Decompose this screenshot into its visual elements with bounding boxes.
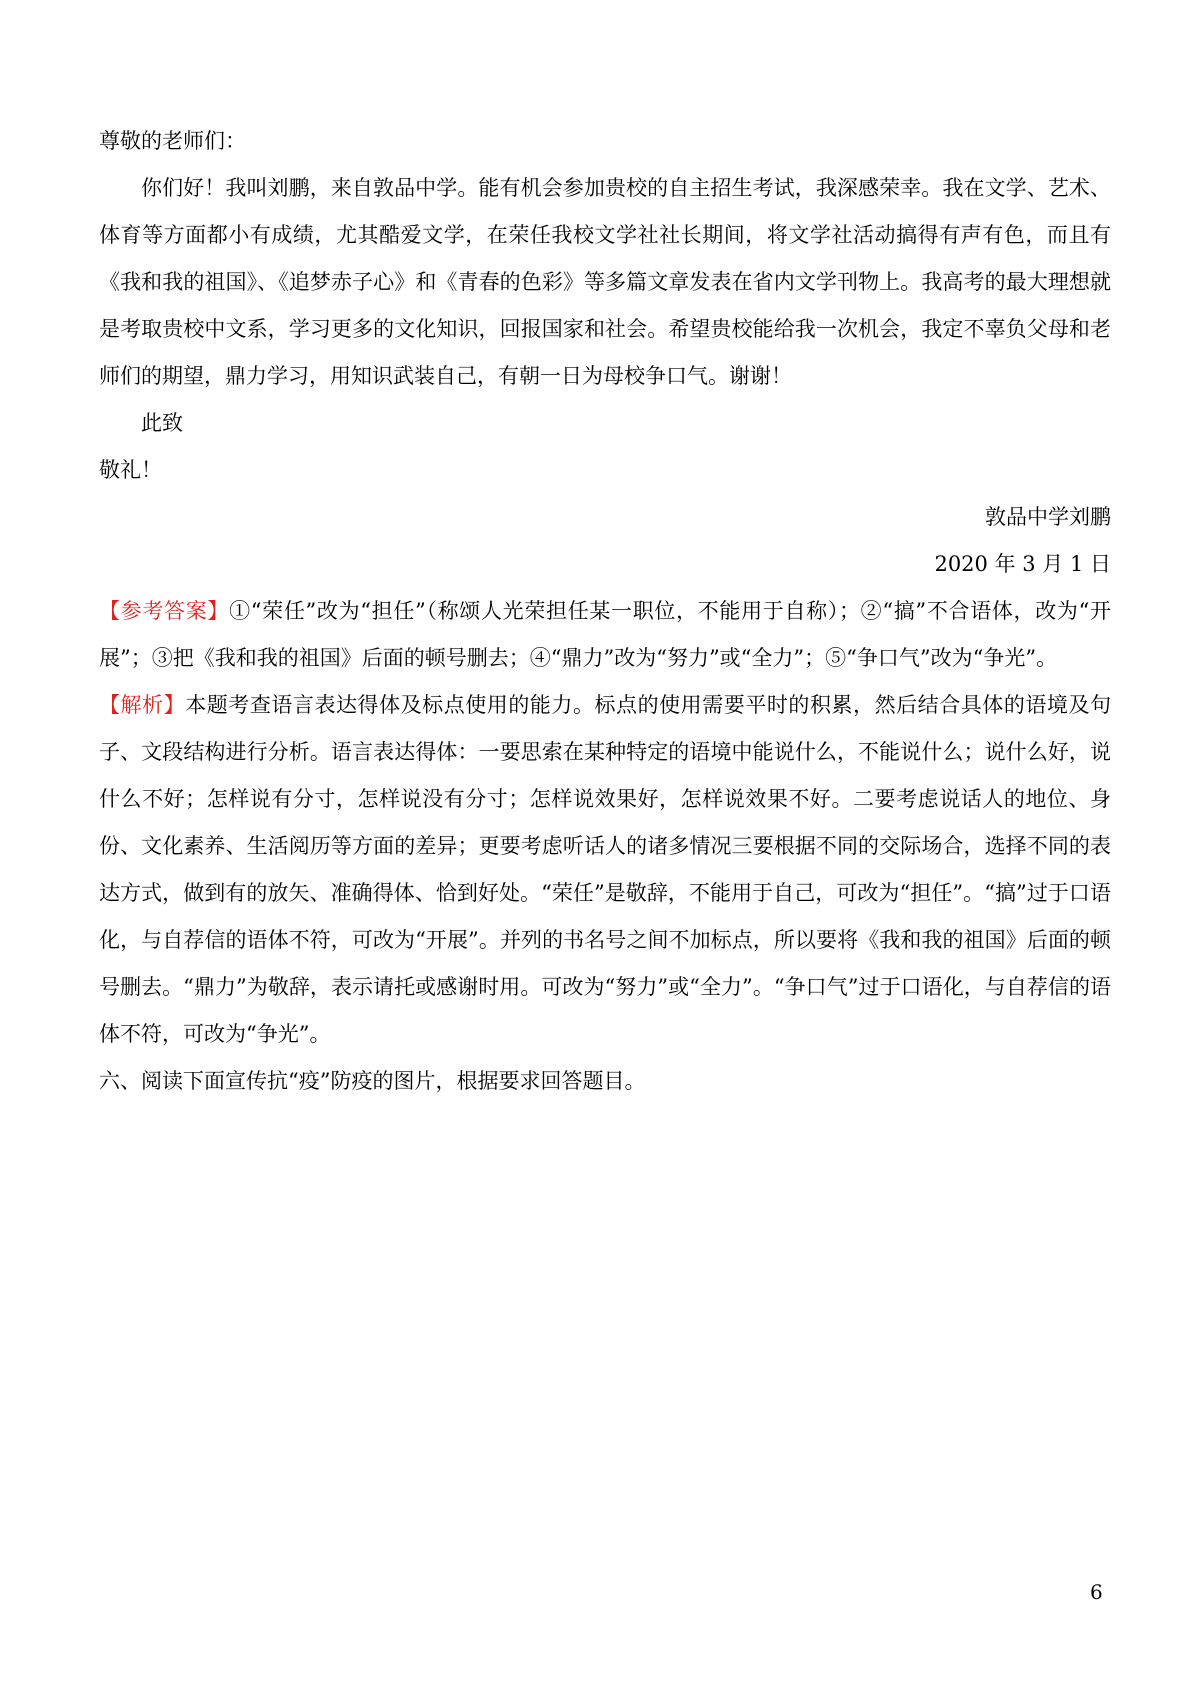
answer-label: 【参考答案】 — [99, 599, 230, 623]
answer-text: ①“荣任”改为“担任”（称颂人光荣担任某一职位，不能用于自称）；②“搞”不合语体，改为“开展”；③把《我和我的祖国》后面的顿号删去；④“鼎力”改为“努力”或“全力”；⑤“争口气”改为“争光”。 — [99, 599, 1111, 670]
letter-salutation: 尊敬的老师们： — [99, 129, 246, 153]
analysis-text: 本题考查语言表达得体及标点使用的能力。标点的使用需要平时的积累，然后结合具体的语境及句子、文段结构进行分析。语言表达得体：一要思索在某种特定的语境中能说什么，不能说什么；说什么好，说什么不好；怎样说有分寸，怎样说没有分寸；怎样说效果好，怎样说效果不好。二要考虑说话人的地位、身份、文化素养、生活阅历等方面的差异；更要考虑听话人的诸多情况三要根据不同的交际场合，选择不同的表达方式，做到有的放矢、准确得体、恰到好处。“荣任”是敬辞，不能用于自己，可改为“担任”。“搞”过于口语化，与自荐信的语体不符，可改为“开展”。并列的书名号之间不加标点，所以要将《我和我的祖国》后面的顿号删去。“鼎力”为敬辞，表示请托或感谢时用。可改为“努力”或“全力”。“争口气”过于口语化，与自荐信的语体不符，可改为“争光”。 — [99, 693, 1112, 1046]
question-six: 六、阅读下面宣传抗“疫”防疫的图片，根据要求回答题目。 — [99, 1069, 646, 1093]
letter-closing-2: 敬礼！ — [99, 458, 162, 482]
letter-closing-1: 此致 — [141, 411, 183, 435]
document-page — [99, 118, 1111, 1105]
analysis-paragraph — [99, 682, 1111, 1058]
page-number: 6 — [1090, 1580, 1103, 1604]
letter-body: 你们好！我叫刘鹏，来自敦品中学。能有机会参加贵校的自主招生考试，我深感荣幸。我在文学、艺术、体育等方面都小有成绩，尤其酷爱文学，在荣任我校文学社社长期间，将文学社活动搞得有声有色，而且有《我和我的祖国》、《追梦赤子心》和《青春的色彩》等多篇文章发表在省内文学刊物上。我高考的最大理想就是考取贵校中文系，学习更多的文化知识，回报国家和社会。希望贵校能给我一次机会，我定不辜负父母和老师们的期望，鼎力学习，用知识武装自己，有朝一日为母校争口气。谢谢！ — [99, 176, 1111, 388]
letter-date: 2020 年 3 月 1 日 — [934, 552, 1111, 576]
answer-paragraph — [99, 588, 1111, 682]
letter-signature: 敦品中学刘鹏 — [985, 505, 1111, 529]
analysis-label: 【解析】 — [99, 693, 186, 717]
